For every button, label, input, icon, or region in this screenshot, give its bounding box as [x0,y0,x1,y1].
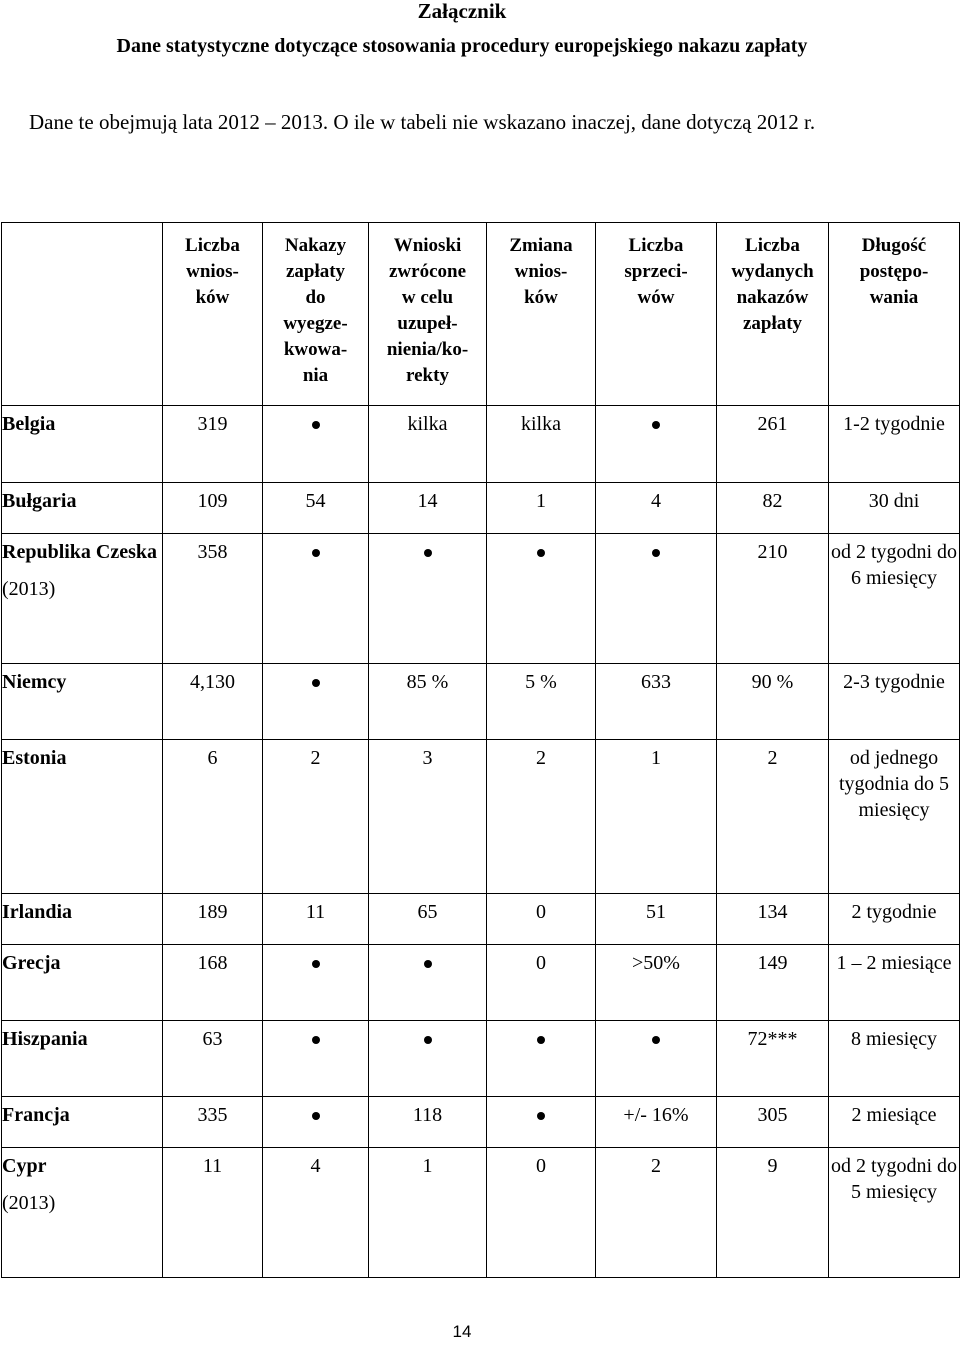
cell-issued: 72*** [717,1021,829,1097]
page-number: 14 [452,1322,472,1341]
header-issued: Liczba wydanych nakazów zapłaty [717,223,829,406]
cell-returned [369,1021,487,1097]
bullet-icon [652,1036,660,1044]
cell-objections [596,1021,717,1097]
cell-applications: 63 [163,1021,263,1097]
cell-duration: 1-2 tygodnie [829,406,960,483]
cell-duration: od 2 tygodni do 5 miesięcy [829,1148,960,1278]
country-cell [2,1097,163,1148]
cell-changed: kilka [487,406,596,483]
cell-changed: 1 [487,483,596,534]
cell-applications: 109 [163,483,263,534]
bullet-icon [424,549,432,557]
cell-duration: 8 miesięcy [829,1021,960,1097]
cell-applications: 4,130 [163,664,263,740]
bullet-icon [537,1036,545,1044]
cell-enforcement [263,945,369,1021]
cell-duration: 1 – 2 miesiące [829,945,960,1021]
cell-duration: 30 dni [829,483,960,534]
cell-applications: 335 [163,1097,263,1148]
cell-changed: 0 [487,1148,596,1278]
annex-title: Załącznik [417,0,507,23]
header-returned: Wnioski zwrócone w celu uzupeł- nienia/ko- rekty [369,223,487,406]
cell-issued: 261 [717,406,829,483]
cell-changed: 0 [487,945,596,1021]
country-name: Hiszpania [2,1028,88,1050]
cell-duration: 2 tygodnie [829,894,960,945]
country-cell [2,945,163,1021]
table-row [2,483,960,534]
cell-changed: 2 [487,740,596,894]
cell-returned [369,945,487,1021]
table-row [2,534,960,664]
cell-applications: 358 [163,534,263,664]
cell-issued: 2 [717,740,829,894]
table-row [2,1021,960,1097]
table-row [2,664,960,740]
country-cell [2,483,163,534]
cell-objections: 633 [596,664,717,740]
country-cell [2,406,163,483]
cell-duration: od 2 tygodni do 6 miesięcy [829,534,960,664]
cell-changed [487,1097,596,1148]
cell-applications: 189 [163,894,263,945]
statistics-table [1,222,960,1278]
table-row [2,1148,960,1278]
cell-returned: 85 % [369,664,487,740]
cell-issued: 305 [717,1097,829,1148]
bullet-icon [537,1112,545,1120]
cell-objections: +/- 16% [596,1097,717,1148]
cell-returned: kilka [369,406,487,483]
cell-applications: 168 [163,945,263,1021]
cell-returned [369,534,487,664]
cell-changed: 0 [487,894,596,945]
bullet-icon [424,1036,432,1044]
header-row [2,223,960,406]
cell-objections [596,534,717,664]
country-cell [2,894,163,945]
cell-applications: 11 [163,1148,263,1278]
cell-duration: 2-3 tygodnie [829,664,960,740]
cell-enforcement [263,664,369,740]
cell-issued: 134 [717,894,829,945]
bullet-icon [312,1036,320,1044]
bullet-icon [312,679,320,687]
country-name: Republika Czeska [2,541,158,563]
cell-changed [487,534,596,664]
header-objections: Liczba sprzeci- wów [596,223,717,406]
bullet-icon [312,549,320,557]
cell-objections [596,406,717,483]
cell-issued: 90 % [717,664,829,740]
table-row [2,740,960,894]
country-name: Belgia [2,413,56,435]
cell-changed: 5 % [487,664,596,740]
table-row [2,406,960,483]
cell-enforcement [263,1097,369,1148]
bullet-icon [652,421,660,429]
cell-issued: 149 [717,945,829,1021]
cell-enforcement [263,534,369,664]
intro-paragraph: Dane te obejmują lata 2012 – 2013. O ile w tabeli nie wskazano inaczej, dane dotyczą 2012 r. [29,110,816,134]
cell-issued: 82 [717,483,829,534]
bullet-icon [312,960,320,968]
country-cell [2,1148,163,1278]
bullet-icon [312,421,320,429]
cell-returned: 1 [369,1148,487,1278]
cell-enforcement: 4 [263,1148,369,1278]
country-name: Niemcy [2,671,67,693]
cell-returned: 14 [369,483,487,534]
country-name: Estonia [2,747,67,769]
cell-duration: od jednego tygodnia do 5 miesięcy [829,740,960,894]
country-year-note: (2013) [2,1192,56,1214]
cell-enforcement: 54 [263,483,369,534]
cell-returned: 118 [369,1097,487,1148]
cell-returned: 3 [369,740,487,894]
table-row [2,894,960,945]
header-changes: Zmiana wnios- ków [487,223,596,406]
cell-issued: 210 [717,534,829,664]
country-name: Cypr [2,1155,47,1177]
cell-changed [487,1021,596,1097]
cell-objections: >50% [596,945,717,1021]
header-corner [2,223,163,406]
cell-enforcement: 2 [263,740,369,894]
cell-applications: 6 [163,740,263,894]
country-cell [2,534,163,664]
cell-objections: 4 [596,483,717,534]
cell-returned: 65 [369,894,487,945]
cell-objections: 1 [596,740,717,894]
country-cell [2,740,163,894]
country-name: Grecja [2,952,61,974]
country-name: Francja [2,1104,70,1126]
bullet-icon [537,549,545,557]
cell-enforcement [263,406,369,483]
cell-applications: 319 [163,406,263,483]
country-year-note: (2013) [2,578,56,600]
header-duration: Długość postępo- wania [829,223,960,406]
table-row [2,945,960,1021]
document-title: Dane statystyczne dotyczące stosowania procedury europejskiego nakazu zapłaty [116,35,808,57]
bullet-icon [312,1112,320,1120]
cell-enforcement: 11 [263,894,369,945]
country-name: Irlandia [2,901,73,923]
header-enforcement: Nakazy zapłaty do wyegze- kwowa- nia [263,223,369,406]
country-name: Bułgaria [2,490,77,512]
cell-duration: 2 miesiące [829,1097,960,1148]
bullet-icon [424,960,432,968]
cell-issued: 9 [717,1148,829,1278]
table-row [2,1097,960,1148]
bullet-icon [652,549,660,557]
header-applications: Liczba wnios- ków [163,223,263,406]
cell-enforcement [263,1021,369,1097]
cell-objections: 51 [596,894,717,945]
country-cell [2,664,163,740]
cell-objections: 2 [596,1148,717,1278]
country-cell [2,1021,163,1097]
